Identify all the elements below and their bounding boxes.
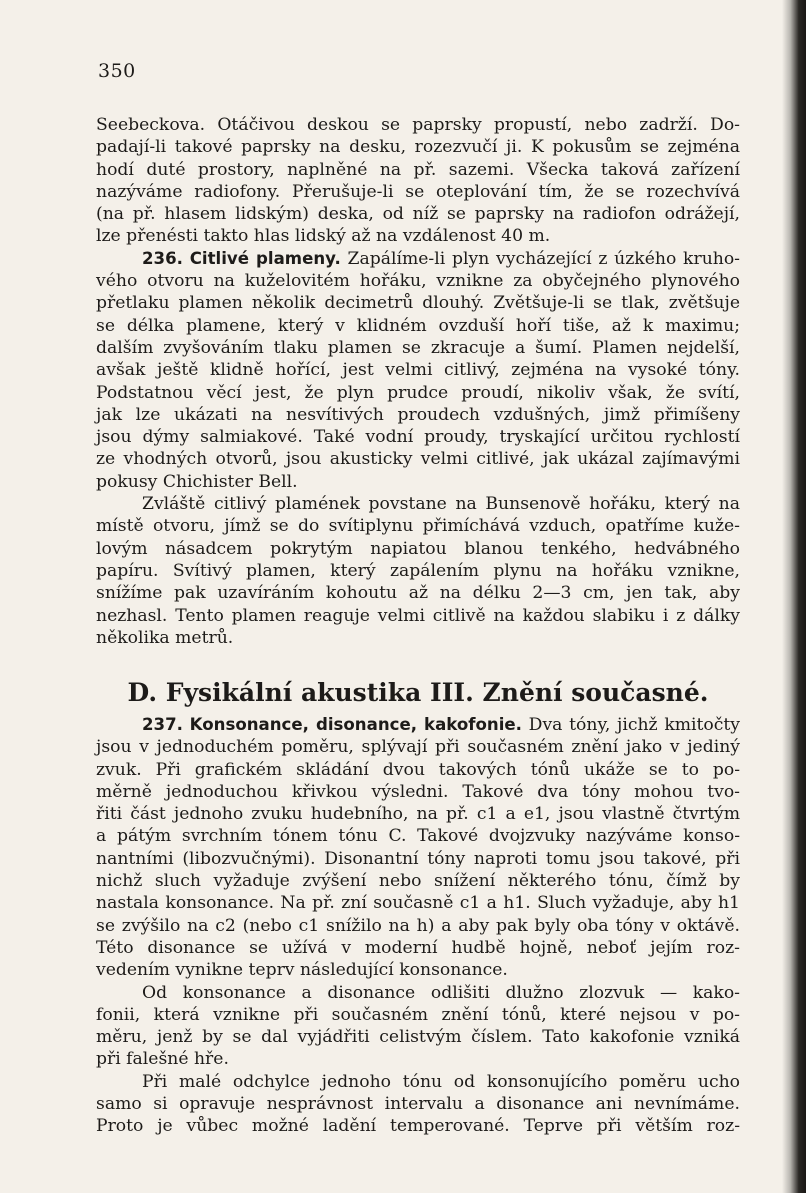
text-line: nastala konsonance. Na př. zní současně c1 a h1. Sluch vyžaduje, aby h1 xyxy=(96,893,740,914)
section-237-number: 237. xyxy=(142,715,183,734)
text-line: ze vhodných otvorů, jsou akusticky velmi citlivé, jak ukázal zajímavými xyxy=(96,449,740,470)
text-line: vedením vynikne teprv následující konsonance. xyxy=(96,960,508,981)
text-line: Této disonance se užívá v moderní hudbě hojně, neboť jejím roz- xyxy=(96,937,740,958)
text-line: jak lze ukázati na nesvítivých proudech vzdušných, jimž přimíšeny xyxy=(96,404,740,425)
text-line: snížíme pak uzavíráním kohoutu až na délku 2—3 cm, jen tak, aby xyxy=(96,583,740,604)
section-236-title: Citlivé plameny. xyxy=(189,248,341,268)
text-line: měru, jenž by se dal vyjádřiti celistvým číslem. Tato kakofonie vzniká xyxy=(96,1027,740,1048)
text-line: a pátým svrchním tónem tónu C. Takové dvojzvuky nazýváme konso- xyxy=(96,826,740,847)
text-line: měrně jednoduchou křivkou výsledni. Takové dva tóny mohou tvo- xyxy=(96,781,740,802)
text-line: avšak ještě klidně hořící, jest velmi citlivý, zejména na vysoké tóny. xyxy=(96,360,740,381)
chapter-heading: D. Fysikální akustika III. Znění současné. xyxy=(127,678,709,707)
section-237-first-line xyxy=(96,714,740,736)
section-236-first-line xyxy=(96,248,740,270)
text-line: samo si opravuje nesprávnost intervalu a disonance ani nevnímáme. xyxy=(96,1094,740,1115)
text-line: přetlaku plamen několik decimetrů dlouhý. Zvětšuje-li se tlak, zvětšuje xyxy=(96,293,740,314)
text-line: jsou dýmy salmiakové. Také vodní proudy, tryskající určitou rychlostí xyxy=(96,427,740,448)
text-line: místě otvoru, jímž se do svítiplynu přimíchává vzduch, opatříme kuže- xyxy=(96,516,740,537)
text-line: pokusy Chichister Bell. xyxy=(96,471,298,492)
page-edge-shadow xyxy=(782,0,806,1193)
section-236-first-text: Zapálíme-li plyn vycházející z úzkého kruho- xyxy=(347,248,740,269)
text-line: padají-li takové paprsky na desku, rozezvučí ji. K pokusům se zejména xyxy=(96,137,740,158)
text-line: jsou v jednoduchém poměru, splývají při současném znění jako v jediný xyxy=(96,737,740,758)
text-line: Proto je vůbec možné ladění temperované. Teprve při větším roz- xyxy=(96,1116,740,1137)
text-line: nichž sluch vyžaduje zvýšení nebo snížení některého tónu, čímž by xyxy=(96,871,740,892)
text-line: Od konsonance a disonance odlišiti dlužno zlozvuk — kako- xyxy=(142,982,740,1003)
text-line: se délka plamene, který v klidném ovzduší hoří tiše, až k maximu; xyxy=(96,315,740,336)
text-line: Podstatnou věcí jest, že plyn prudce proudí, nikoliv však, že svítí, xyxy=(96,382,740,403)
section-237-title: Konsonance, disonance, kakofonie. xyxy=(189,715,522,734)
text-line: vého otvoru na kuželovitém hořáku, vznikne za obyčejného plynového xyxy=(96,271,740,292)
text-line: lze přenésti takto hlas lidský až na vzdálenost 40 m. xyxy=(96,226,551,247)
section-236-number: 236. xyxy=(142,248,183,268)
text-line: (na př. hlasem lidským) deska, od níž se paprsky na radiofon odrážejí, xyxy=(96,204,740,225)
text-line: zvuk. Při grafickém skládání dvou takových tónů ukáže se to po- xyxy=(96,759,740,780)
text-line: řiti část jednoho zvuku hudebního, na př. c1 a e1, jsou vlastně čtvrtým xyxy=(96,804,740,825)
text-line: Při malé odchylce jednoho tónu od konsonujícího poměru ucho xyxy=(142,1071,740,1092)
text-line: Zvláště citlivý plamének povstane na Bunsenově hořáku, který na xyxy=(142,494,740,515)
text-line: několika metrů. xyxy=(96,627,234,648)
text-line: lovým násadcem pokrytým napiatou blanou tenkého, hedvábného xyxy=(96,538,740,559)
text-line: papíru. Svítivý plamen, který zapálením plynu na hořáku vznikne, xyxy=(96,560,740,581)
text-line: dalším zvyšováním tlaku plamen se zkracuje a šumí. Plamen nejdelší, xyxy=(96,337,740,358)
text-block-bottom xyxy=(96,714,740,1138)
text-line: se zvýšilo na c2 (nebo c1 snížilo na h) a aby pak byly oba tóny v oktávě. xyxy=(96,915,740,936)
text-line: hodí duté prostory, naplněné na př. sazemi. Všecka taková zařízení xyxy=(96,159,740,180)
section-237-first-text: Dva tóny, jichž kmitočty xyxy=(528,715,741,735)
text-line: fonii, která vznikne při současném znění tónů, které nejsou v po- xyxy=(96,1004,740,1025)
page-number: 350 xyxy=(98,60,136,82)
text-block-top xyxy=(96,114,740,649)
text-line: nazýváme radiofony. Přerušuje-li se oteplování tím, že se rozechvívá xyxy=(96,181,740,202)
text-line: nezhasl. Tento plamen reaguje velmi citlivě na každou slabiku i z dálky xyxy=(96,605,740,626)
text-line: nantními (libozvučnými). Disonantní tóny naproti tomu jsou takové, při xyxy=(96,848,740,869)
text-line: Seebeckova. Otáčivou deskou se paprsky propustí, nebo zadrží. Do- xyxy=(96,115,740,135)
text-line: při falešné hře. xyxy=(96,1049,229,1070)
